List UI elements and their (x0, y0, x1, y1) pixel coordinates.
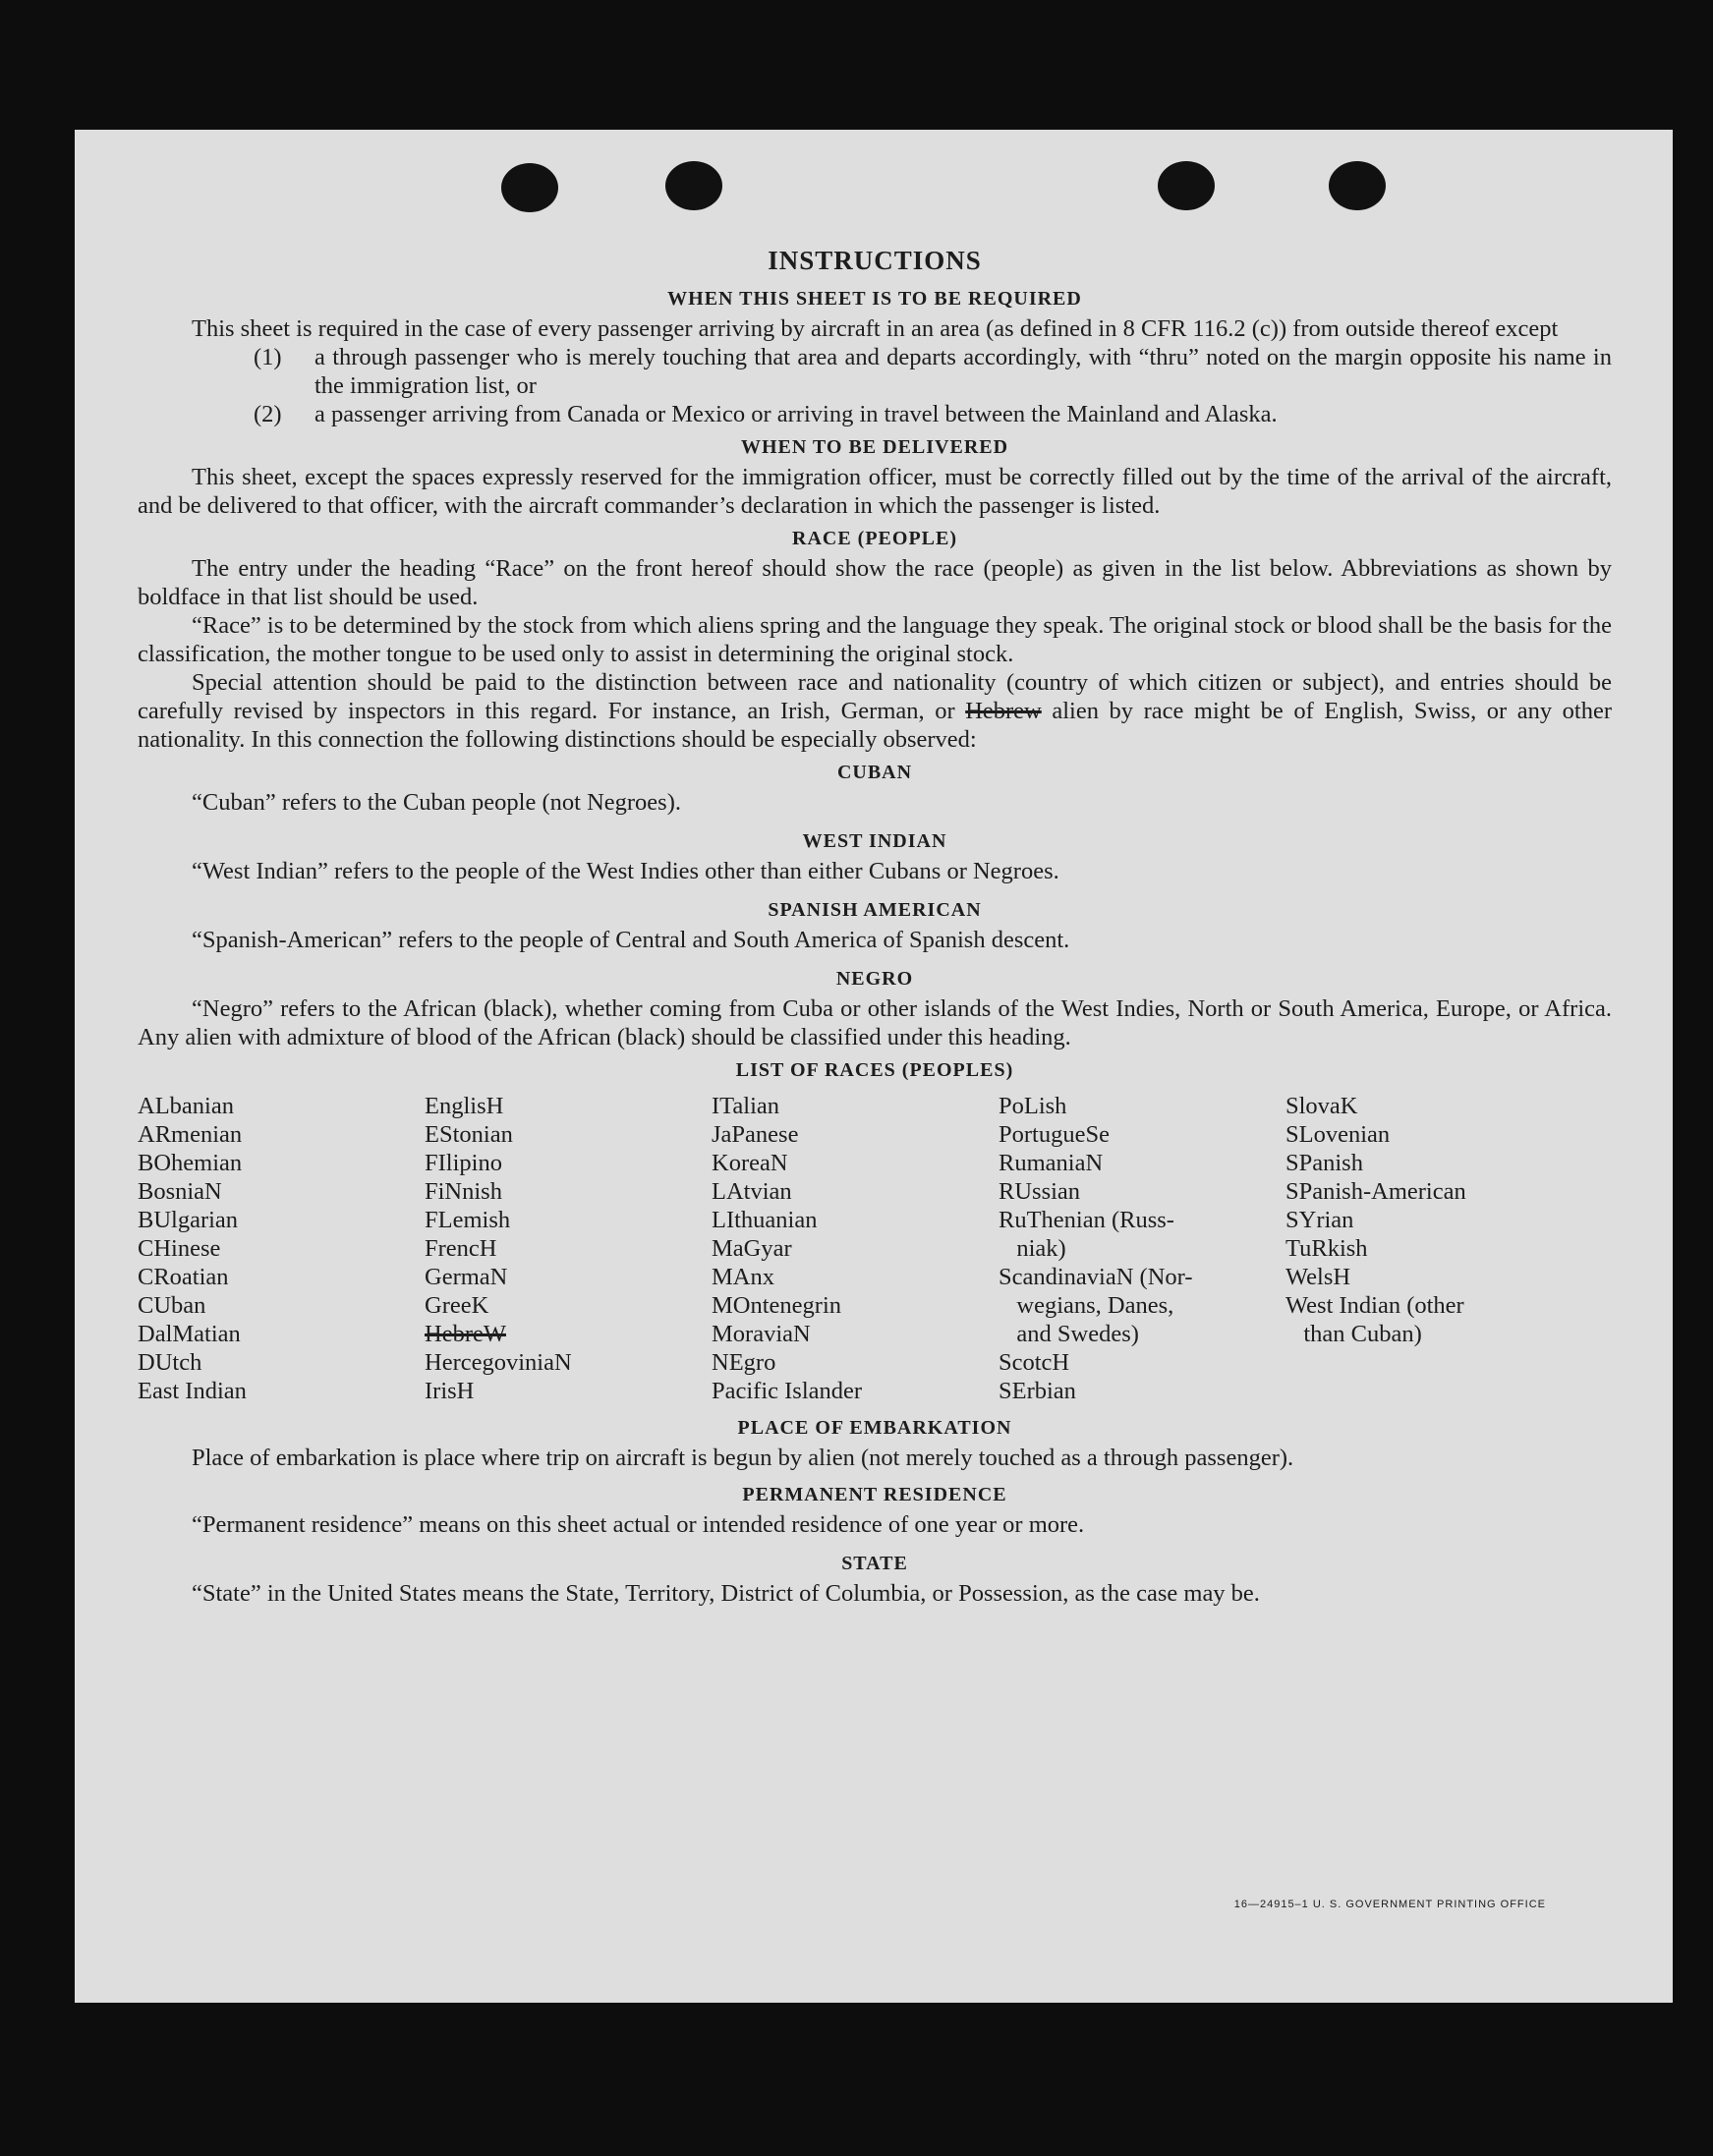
race-entry: RuThenian (Russ- (999, 1207, 1174, 1233)
paragraph: “West Indian” refers to the people of the West Indies other than either Cubans or Negroes. (192, 858, 1059, 884)
race-entry: niak) (999, 1235, 1066, 1262)
item-text: a passenger arriving from Canada or Mexico or arriving in travel between the Mainland and Alaska. (314, 401, 1278, 427)
paragraph: “Negro” refers to the African (black), whether coming from Cuba or other islands of the West Indies, North or South America, Europe, or Africa. Any alien with admixture of blood of the African (black) should be classified under this heading. (138, 995, 1612, 1050)
section-heading: STATE (841, 1553, 908, 1574)
race-entry: EStonian (425, 1121, 513, 1148)
paragraph: “Spanish-American” refers to the people of Central and South America of Spanish descent. (192, 927, 1070, 953)
race-column (138, 1092, 425, 1405)
race-entry: DalMatian (138, 1321, 241, 1347)
punch-hole (665, 161, 722, 210)
section-heading: NEGRO (835, 968, 914, 990)
item-number: (1) (254, 344, 282, 370)
list-item (254, 343, 1612, 400)
race-entry: ARmenian (138, 1121, 243, 1148)
race-entry: RumaniaN (999, 1150, 1104, 1176)
race-entry: PoLish (999, 1093, 1067, 1119)
race-entry: SPanish-American (1285, 1178, 1466, 1205)
paragraph-part: Special attention should be paid to the distinction between race and nationality (country of which citizen or subject), and entries should be carefully revised by inspectors in this regard. For instance, an Irish, German, or (138, 669, 1612, 724)
race-entry: West Indian (other (1285, 1292, 1464, 1319)
race-entry: IrisH (425, 1378, 475, 1404)
race-entry: wegians, Danes, (999, 1292, 1174, 1319)
section-heading: WEST INDIAN (802, 830, 947, 852)
race-entry: CHinese (138, 1235, 221, 1262)
race-entry: FIlipino (425, 1150, 502, 1176)
list-item (254, 400, 1612, 428)
race-entry: FrencH (425, 1235, 497, 1262)
race-entry: HebreW (425, 1321, 506, 1347)
race-entry: FiNnish (425, 1178, 502, 1205)
race-entry: East Indian (138, 1378, 247, 1404)
race-entry: than Cuban) (1285, 1321, 1422, 1347)
race-entry: SYrian (1285, 1207, 1354, 1233)
race-column (425, 1092, 712, 1405)
punch-hole (501, 163, 558, 212)
item-text: a through passenger who is merely touching that area and departs accordingly, with “thru” noted on the margin opposite his name in the immigration list, or (314, 344, 1612, 399)
race-entry: LAtvian (712, 1178, 792, 1205)
race-entry: WelsH (1285, 1264, 1351, 1290)
race-entry: BUlgarian (138, 1207, 239, 1233)
paragraph: “State” in the United States means the State, Territory, District of Columbia, or Possession, as the case may be. (192, 1580, 1260, 1607)
race-entry: CRoatian (138, 1264, 229, 1290)
race-list (138, 1092, 1612, 1405)
race-column (1285, 1092, 1561, 1405)
race-entry: ITalian (712, 1093, 780, 1119)
section-heading: WHEN THIS SHEET IS TO BE REQUIRED (667, 288, 1082, 310)
race-entry: NEgro (712, 1349, 776, 1376)
document-body (138, 246, 1612, 1608)
race-entry: MaGyar (712, 1235, 792, 1262)
paragraph: Place of embarkation is place where trip on aircraft is begun by alien (not merely touched as a through passenger). (192, 1445, 1294, 1471)
paragraph-part: alien by race might be of English, Swiss, or any other nationality. In this connection the following distinctions should be especially observed: (138, 698, 1613, 753)
item-number: (2) (254, 401, 282, 427)
race-entry: BosniaN (138, 1178, 222, 1205)
race-entry: MOntenegrin (712, 1292, 841, 1319)
race-entry: ALbanian (138, 1093, 234, 1119)
paragraph: “Permanent residence” means on this sheet actual or intended residence of one year or more. (192, 1511, 1085, 1538)
race-entry: RUssian (999, 1178, 1081, 1205)
paragraph: This sheet is required in the case of every passenger arriving by aircraft in an area (as defined in 8 CFR 116.2 (c)) from outside thereof except (192, 315, 1559, 342)
race-entry: SErbian (999, 1378, 1076, 1404)
race-entry: MoraviaN (712, 1321, 811, 1347)
race-entry: SLovenian (1285, 1121, 1391, 1148)
page-title: INSTRUCTIONS (768, 246, 982, 275)
race-entry: MAnx (712, 1264, 774, 1290)
paragraph (138, 668, 1612, 754)
section-heading: LIST OF RACES (PEOPLES) (735, 1059, 1014, 1081)
race-entry: BOhemian (138, 1150, 243, 1176)
printer-imprint: 16—24915–1 U. S. GOVERNMENT PRINTING OFFICE (1233, 1899, 1546, 1910)
race-entry: LIthuanian (712, 1207, 818, 1233)
race-entry: SPanish (1285, 1150, 1363, 1176)
section-heading: PLACE OF EMBARKATION (737, 1417, 1012, 1439)
race-entry: SlovaK (1285, 1093, 1358, 1119)
section-heading: RACE (PEOPLE) (792, 528, 957, 549)
instruction-sheet (75, 130, 1673, 2003)
paragraph: “Race” is to be determined by the stock from which aliens spring and the language they speak. The original stock or blood shall be the basis for the classification, the mother tongue to be used only to assist in determining the original stock. (138, 612, 1612, 667)
race-column (999, 1092, 1285, 1405)
race-entry: Pacific Islander (712, 1378, 863, 1404)
race-entry: JaPanese (712, 1121, 799, 1148)
section-heading: CUBAN (836, 762, 913, 783)
section-heading: WHEN TO BE DELIVERED (740, 436, 1009, 458)
race-entry: CUban (138, 1292, 206, 1319)
race-entry: DUtch (138, 1349, 202, 1376)
paragraph: The entry under the heading “Race” on the front hereof should show the race (people) as given in the list below. Abbreviations as shown by boldface in that list should be used. (138, 555, 1612, 610)
race-entry: GreeK (425, 1292, 489, 1319)
race-entry: FLemish (425, 1207, 511, 1233)
race-entry: KoreaN (712, 1150, 788, 1176)
race-entry: ScotcH (999, 1349, 1070, 1376)
section-heading: SPANISH AMERICAN (768, 899, 982, 921)
paragraph: “Cuban” refers to the Cuban people (not Negroes). (192, 789, 681, 816)
section-heading: PERMANENT RESIDENCE (742, 1484, 1007, 1505)
race-column (712, 1092, 999, 1405)
race-entry: HercegoviniaN (425, 1349, 572, 1376)
race-entry: TuRkish (1285, 1235, 1368, 1262)
race-entry: GermaN (425, 1264, 508, 1290)
punch-hole (1158, 161, 1215, 210)
struck-word: Hebrew (965, 698, 1042, 724)
race-entry: PortugueSe (999, 1121, 1110, 1148)
race-entry: EnglisH (425, 1093, 504, 1119)
race-entry: ScandinaviaN (Nor- (999, 1264, 1193, 1290)
paragraph: This sheet, except the spaces expressly reserved for the immigration officer, must be correctly filled out by the time of the arrival of the aircraft, and be delivered to that officer, with the aircraft commander’s declaration in which the passenger is listed. (138, 464, 1612, 519)
race-entry: and Swedes) (999, 1321, 1139, 1347)
punch-hole (1329, 161, 1386, 210)
